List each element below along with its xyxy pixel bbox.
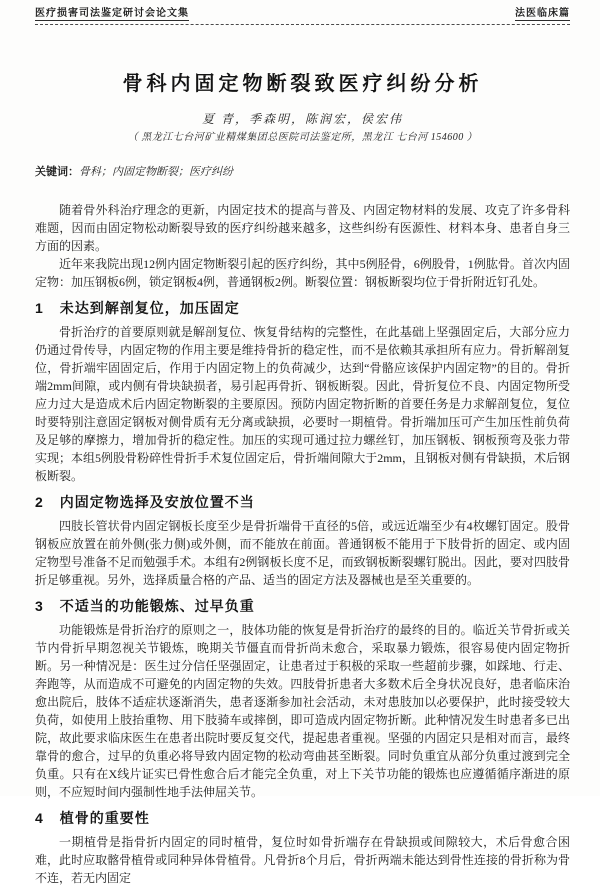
section-heading-3 — [35, 597, 570, 615]
header-section-name: 法医临床篇 — [515, 4, 570, 21]
section-4-paragraph: 一期植骨是指骨折内固定的同时植骨，复位时如骨折端存在骨缺损或间隙较大，术后骨愈合困难，此时应取髂骨植骨或同种异体骨植骨。凡骨折8个月后，骨折两端未能达到骨性连接的骨折称为骨不连，若无内固定 — [35, 835, 570, 885]
section-1-paragraph: 骨折治疗的首要原则就是解剖复位、恢复骨结构的完整性，在此基础上坚强固定后，大部分应力仍通过骨传导，内固定物的作用主要是维持骨折的稳定性，而不是依赖其承担所有应力。骨折解剖复位，骨折端牢固固定后，作用于内固定物上的负荷减少，达到“骨骼应该保护内固定物”的目的。骨折端2mm间隙，或内侧有骨块缺损者，易引起再骨折、钢板断裂。因此，骨折复位不良、内固定物所受应力过大是造成术后内固定物断裂的主要原因。预防内固定物折断的首要任务是力求解剖复位，复位时要特别注意固定钢板对侧骨质有无分离或缺损，必要时一期植骨。骨折端加压可产生加压性前负荷及足够的摩擦力，增加骨折的稳定性。加压的实现可通过拉力螺丝钉，加压钢板、钢板预弯及张力带实现；本组5例股骨粉碎性骨折手术复位固定后，骨折端间隙大于2mm，且钢板对侧有骨缺损，术后钢板断裂。 — [35, 325, 570, 483]
section-heading-1 — [35, 299, 570, 317]
header-proceedings-title: 医疗损害司法鉴定研讨会论文集 — [35, 4, 189, 21]
intro-paragraph-2: 近年来我院出现12例内固定物断裂引起的医疗纠纷，其中5例胫骨，6例股骨，1例肱骨。首次内固定物：加压钢板6例，锁定钢板4例，普通钢板2例。断裂位置：钢板断裂均位于骨折附近钉孔处。 — [35, 257, 570, 289]
section-2-paragraph: 四肢长管状骨内固定钢板长度至少是骨折端骨干直径的5倍，或远近端至少有4枚螺钉固定。股骨钢板应放置在前外侧(张力侧)或外侧，而不能放在前面。普通钢板不能用于下肢骨折的固定、或内固定物型号准备不足而勉强手术。本组有2例钢板长度不足，而致钢板断裂螺钉脱出。因此，要对四肢骨折足够重视。另外，选择质量合格的产品、适当的固定方法及器械也是至关重要的。 — [35, 519, 570, 587]
section-number: 3 — [35, 598, 44, 614]
intro-paragraph-1: 随着骨外科治疗理念的更新，内固定技术的提高与普及、内固定物材料的发展、攻克了许多骨科难题，因而由固定物松动断裂导致的医疗纠纷越来越多，这些纠纷有医源性、材料本身、患者自身三方面的因素。 — [35, 203, 570, 253]
section-number: 4 — [35, 810, 44, 826]
affiliation-line: （ 黑龙江七台河矿业精煤集团总医院司法鉴定所，黑龙江 七台河 154600 ） — [127, 132, 478, 143]
authors-line: 夏 青，季森明，陈润宏，侯宏伟 — [201, 112, 403, 126]
section-title: 内固定物选择及安放位置不当 — [59, 494, 255, 510]
keywords-label: 关键词： — [35, 166, 79, 178]
keywords-line — [35, 165, 570, 179]
section-title: 未达到解剖复位，加压固定 — [59, 300, 240, 316]
keywords-text: 骨科；内固定物断裂；医疗纠纷 — [79, 166, 233, 178]
section-number: 2 — [35, 494, 44, 510]
running-header — [35, 0, 570, 25]
article-title: 骨科内固定物断裂致医疗纠纷分析 — [122, 73, 483, 95]
section-number: 1 — [35, 300, 44, 316]
section-3-paragraph: 功能锻炼是骨折治疗的原则之一，肢体功能的恢复是骨折治疗的最终的目的。临近关节骨折或关节内骨折早期忽视关节锻炼，晚期关节僵直而骨折尚未愈合，采取暴力锻炼，很容易使内固定物折断。另一种情况是：医生过分信任坚强固定，让患者过于积极的采取一些超前步骤，如踩地、行走、奔跑等，从而造成不可避免的内固定物的失效。四肢骨折患者大多数术后全身状况良好，患者临床治愈出院后，肢体不适症状逐渐消失，患者逐渐参加社会活动，未对患肢加以必要保护，此时接受较大负荷，如使用上肢抬重物、用下肢骑车或摔倒，即可造成内固定物折断。此种情况发生时患者多已出院，故此要求临床医生在患者出院时要反复交代，提起患者重视。坚强的内固定只是相对而言，最终靠骨的愈合，过早的负重必将导致内固定物的松动弯曲甚至断裂。同时负重宜从部分负重过渡到完全负重。只有在X线片证实已骨性愈合后才能完全负重，对上下关节功能的锻炼也应遵循循序渐进的原则，不应短时间内强制性地手法伸屈关节。 — [35, 623, 570, 799]
section-heading-2 — [35, 493, 570, 511]
section-title: 植骨的重要性 — [59, 810, 150, 826]
section-title: 不适当的功能锻炼、过早负重 — [59, 598, 255, 614]
section-heading-4 — [35, 809, 570, 827]
